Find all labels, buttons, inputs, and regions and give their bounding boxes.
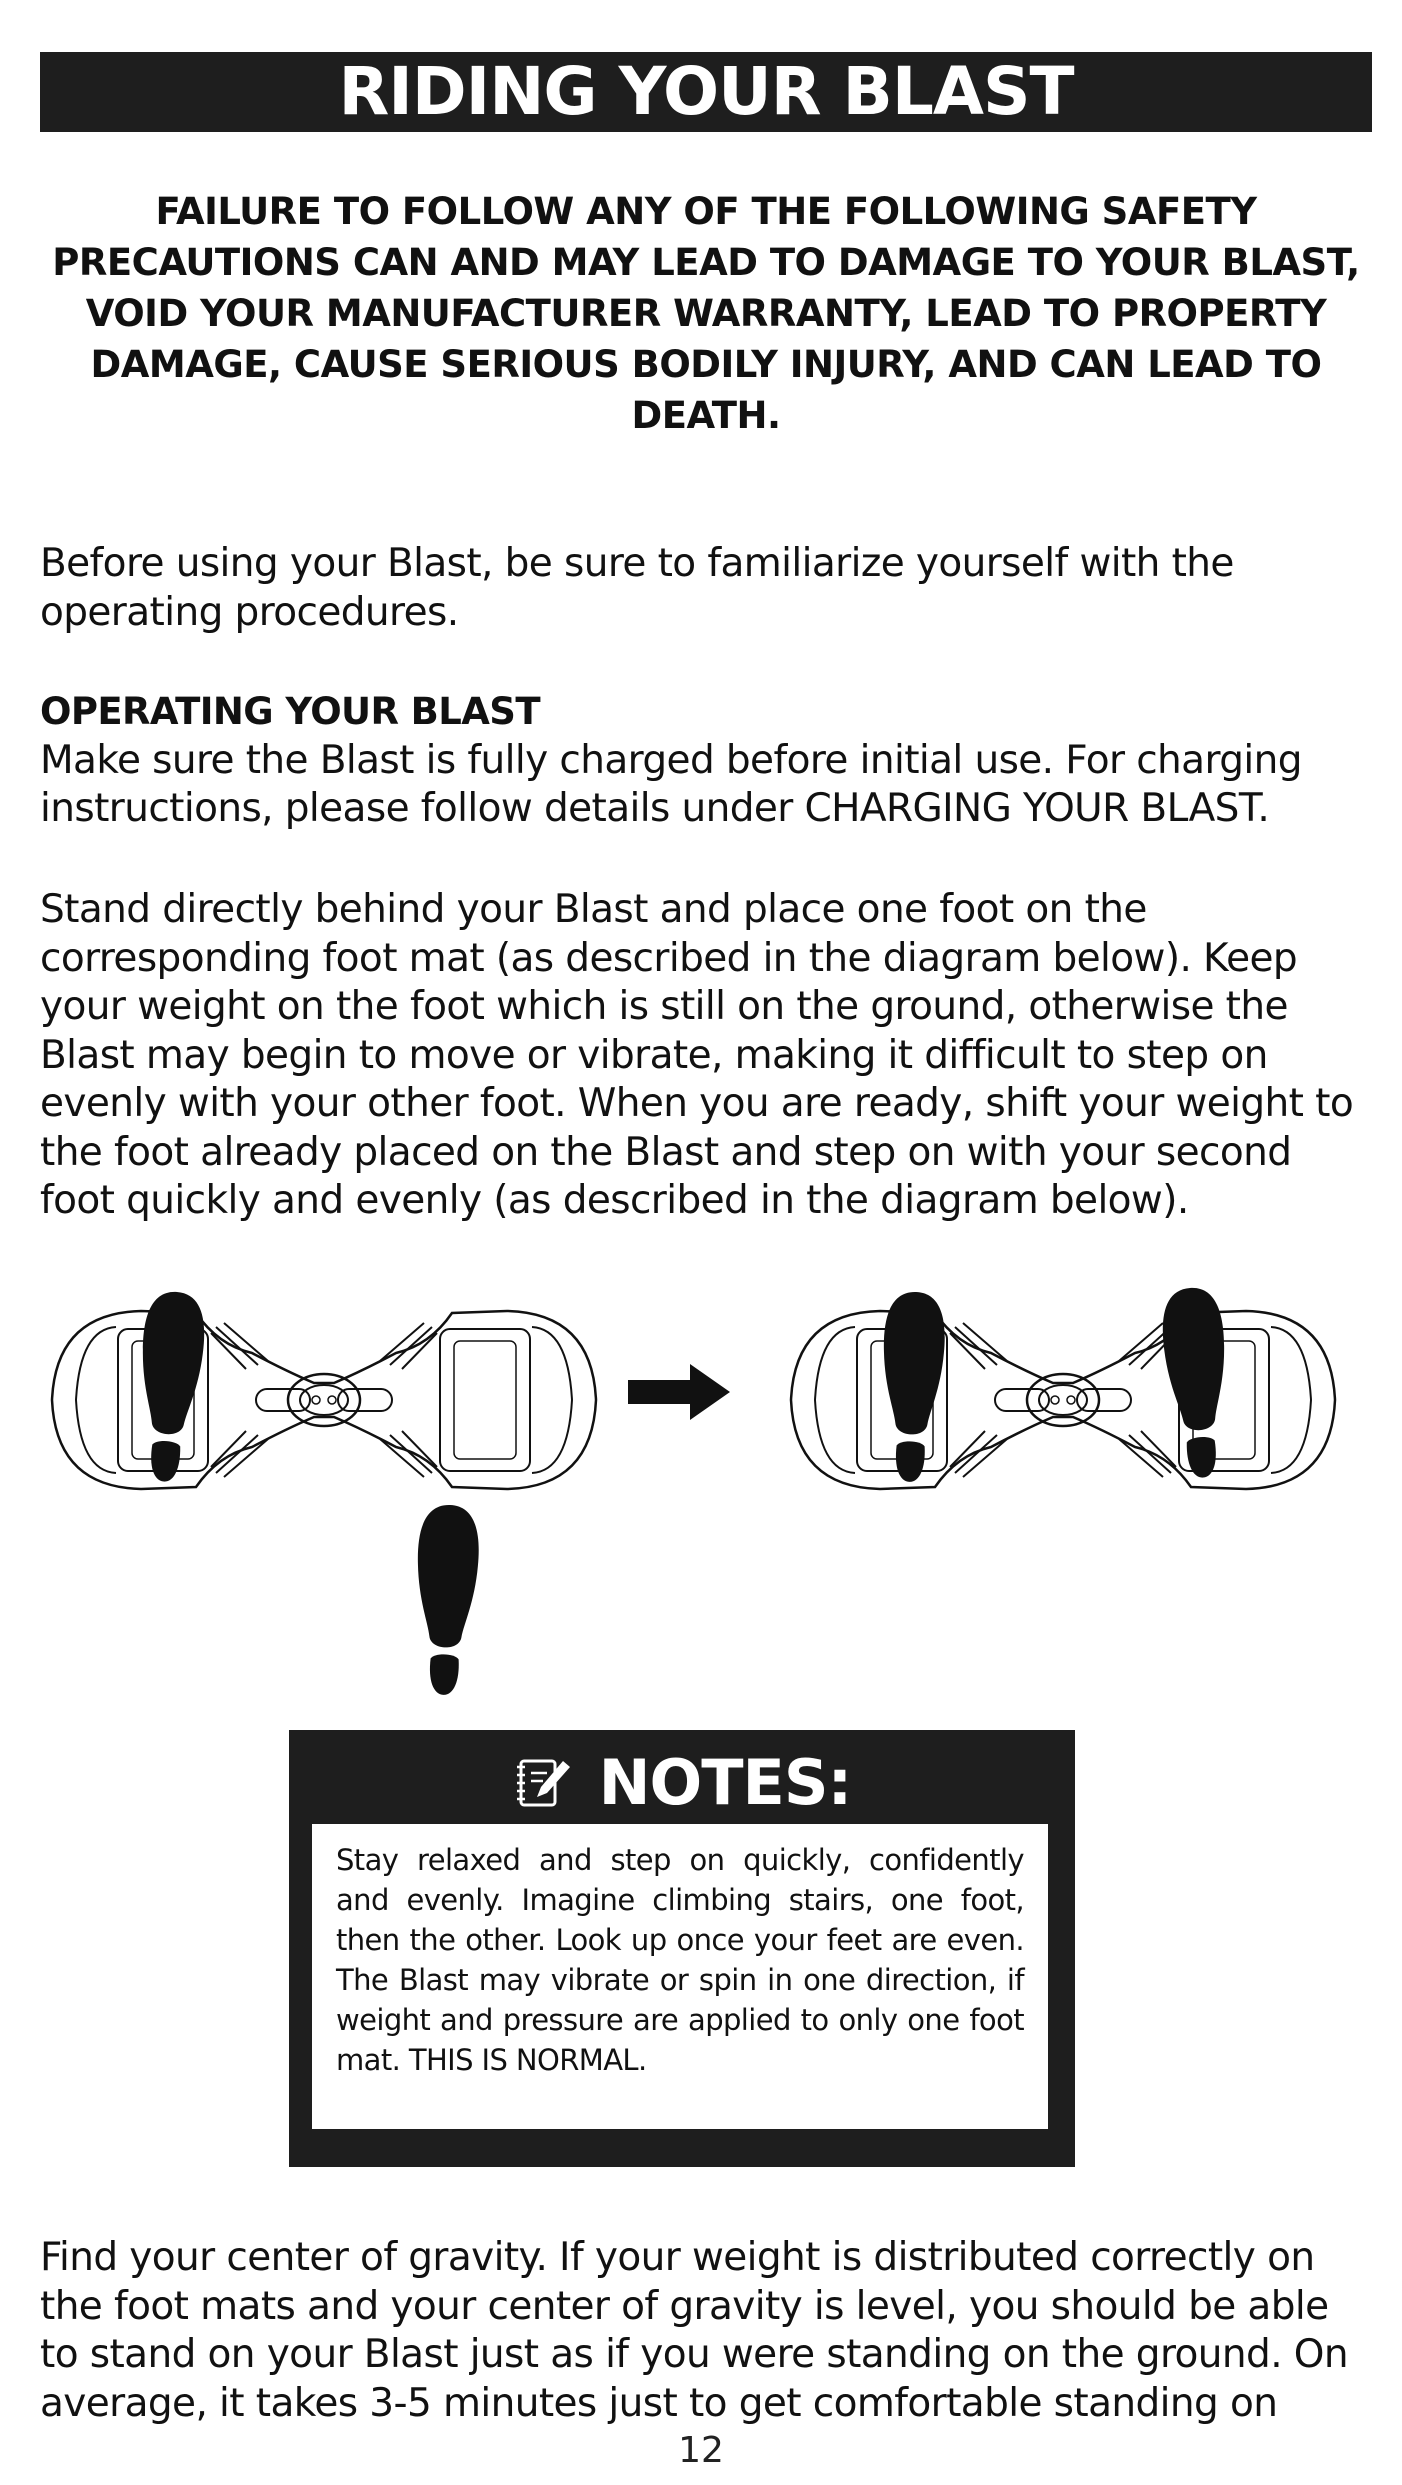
hoverboard-icon <box>52 1311 596 1489</box>
notes-body: Stay relaxed and step on quickly, confidently and evenly. Imagine climbing stairs, one foot, then the other. Look up once your feet are even. The Blast may vibrate or spin in one direction, if weight and pressure are applied to only one foot mat. THIS IS NORMAL. <box>312 1824 1048 2129</box>
page-number: 12 <box>678 2430 724 2471</box>
stand-text: Stand directly behind your Blast and place one foot on the corresponding foot mat (as described in the diagram below). Keep your weight on the foot which is still on the ground, otherwise the Blast may begin to move or vibrate, making it difficult to step on evenly with your other foot. When you are ready, shift your weight to the foot already placed on the Blast and step on with your second foot quickly and evenly (as described in the diagram below). <box>40 887 1354 1223</box>
intro-paragraph <box>40 540 1372 637</box>
footprint-icon <box>413 1504 480 1696</box>
arrow-right-icon <box>628 1364 730 1420</box>
operating-heading: OPERATING YOUR BLAST <box>40 690 540 733</box>
notepad-pencil-icon <box>513 1753 573 1811</box>
notes-title: NOTES: <box>598 1745 852 1819</box>
gravity-paragraph <box>40 2234 1372 2428</box>
safety-warning: FAILURE TO FOLLOW ANY OF THE FOLLOWING SAFETY PRECAUTIONS CAN AND MAY LEAD TO DAMAGE TO YOUR BLAST, VOID YOUR MANUFACTURER WARRANTY, LEAD TO PROPERTY DAMAGE, CAUSE SERIOUS BODILY INJURY, AND CAN LEAD TO DEATH. <box>52 190 1360 437</box>
operating-text: Make sure the Blast is fully charged before initial use. For charging instructions, please follow details under CHARGING YOUR BLAST. <box>40 737 1302 831</box>
intro-text: Before using your Blast, be sure to familiarize yourself with the operating procedures. <box>40 541 1234 635</box>
notes-header <box>289 1742 1075 1822</box>
operating-section <box>40 688 1372 834</box>
hoverboard-icon <box>791 1311 1335 1489</box>
stand-paragraph <box>40 886 1372 1226</box>
gravity-text: Find your center of gravity. If your weight is distributed correctly on the foot mats and your center of gravity is level, you should be able to stand on your Blast just as if you were standing on the ground. On average, it takes 3-5 minutes just to get comfortable standing on <box>40 2235 1349 2426</box>
notes-box <box>289 1730 1075 2167</box>
page-title: RIDING YOUR BLAST <box>40 52 1372 132</box>
mounting-diagram <box>40 1280 1372 1700</box>
